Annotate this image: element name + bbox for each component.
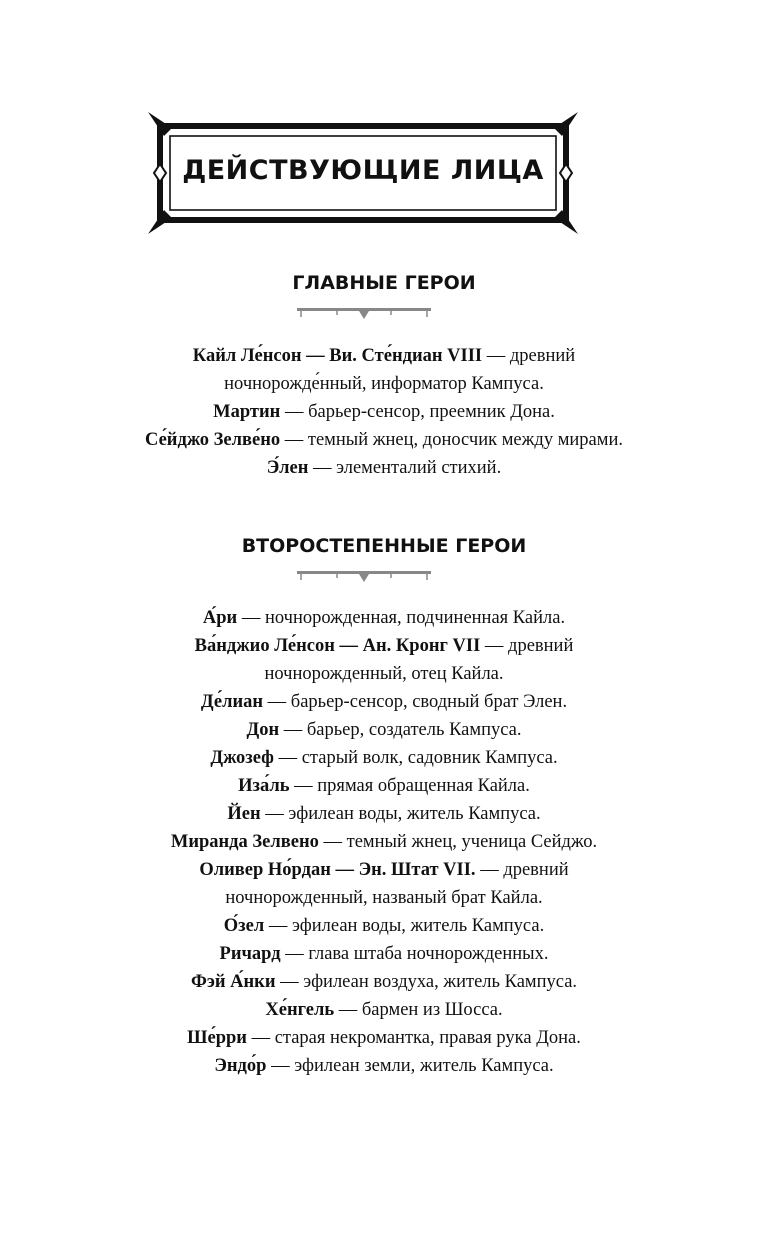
list-item: А́ри — ночнорожденная, подчиненная Кайла.	[202, 608, 566, 628]
list-item: Ше́рри — старая некромантка, правая рука Дона.	[187, 1028, 581, 1048]
list-item: ночнорожденный, отец Кайла.	[264, 664, 504, 684]
list-item: ночнорожденный, названый брат Кайла.	[225, 888, 543, 908]
list-item: Йен — эфилеан воды, житель Кампуса.	[227, 804, 541, 824]
divider-ornament-icon	[297, 306, 431, 320]
list-item: Де́лиан — барьер-сенсор, сводный брат Элен.	[200, 692, 568, 712]
list-item: Фэй А́нки — эфилеан воздуха, житель Кампуса.	[190, 972, 578, 992]
secondary-characters-list	[0, 604, 768, 1080]
list-item: Э́лен — элементалий стихий.	[266, 458, 502, 478]
page-title: ДЕЙСТВУЮЩИЕ ЛИЦА	[182, 155, 544, 186]
list-item: Джозеф — старый волк, садовник Кампуса.	[210, 748, 558, 768]
list-item: Ва́нджио Ле́нсон — Ан. Кронг VII — древний	[194, 636, 574, 656]
list-item: ночнорожде́нный, информатор Кампуса.	[224, 374, 544, 394]
list-item: Эндо́р — эфилеан земли, житель Кампуса.	[214, 1056, 554, 1076]
list-item: Кайл Ле́нсон — Ви. Сте́ндиан VIII — древний	[192, 346, 576, 366]
section-title-main: ГЛАВНЫЕ ГЕРОИ	[292, 272, 476, 294]
title-frame	[148, 112, 578, 234]
divider-ornament-icon	[297, 569, 431, 583]
list-item: Оливер Но́рдан — Эн. Штат VII. — древний	[199, 860, 569, 880]
list-item: Иза́ль — прямая обращенная Кайла.	[238, 776, 530, 796]
section-title-secondary: ВТОРОСТЕПЕННЫЕ ГЕРОИ	[241, 535, 527, 557]
list-item: Ричард — глава штаба ночнорожденных.	[219, 944, 549, 964]
list-item: Миранда Зелвено — темный жнец, ученица Сейджо.	[170, 832, 598, 852]
list-item: О́зел — эфилеан воды, житель Кампуса.	[223, 916, 545, 936]
list-item: Хе́нгель — бармен из Шосса.	[265, 1000, 503, 1020]
main-characters-list	[0, 342, 768, 482]
list-item: Се́йджо Зелве́но — темный жнец, доносчик между мирами.	[145, 430, 623, 450]
list-item: Дон — барьер, создатель Кампуса.	[246, 720, 522, 740]
list-item: Мартин — барьер-сенсор, преемник Дона.	[213, 402, 555, 422]
